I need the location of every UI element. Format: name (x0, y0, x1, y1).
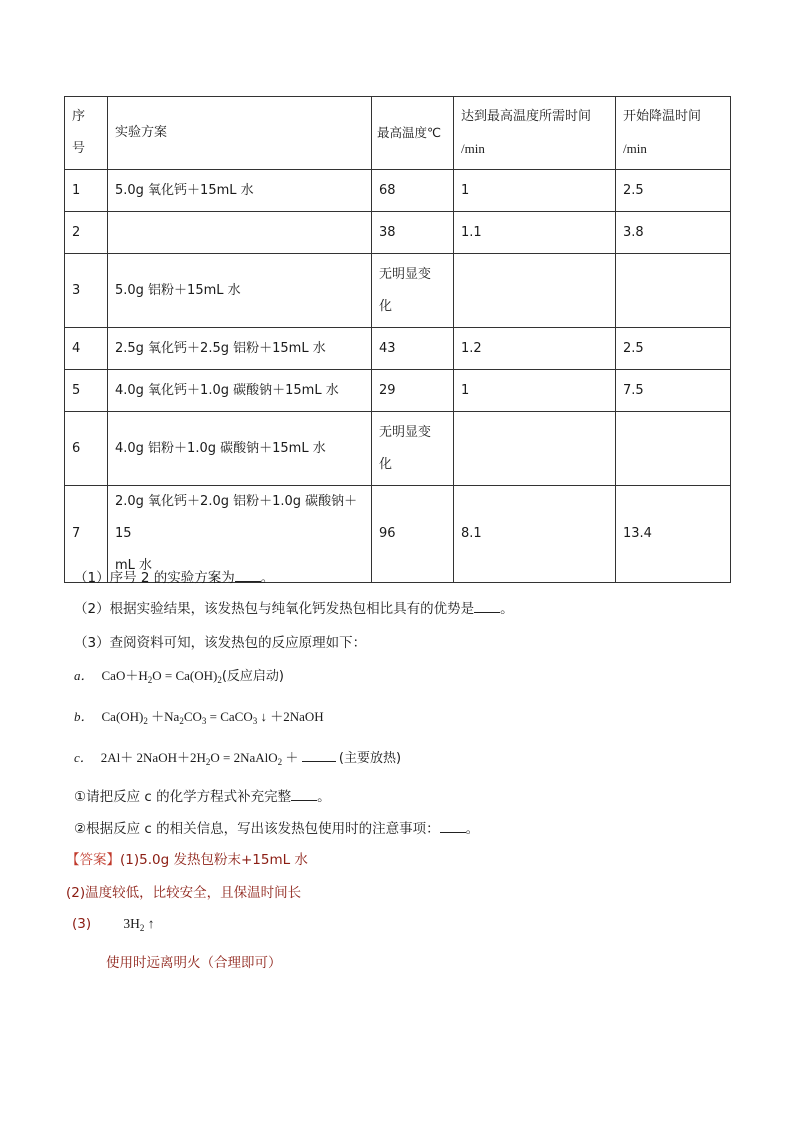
question-3: （3）查阅资料可知，该发热包的反应原理如下： (74, 635, 367, 651)
row-plan-line: 4.0g 氧化钙＋1.0g 碳酸钠＋15mL 水 (115, 382, 339, 398)
row-cooling-start: 2.5 (616, 170, 731, 212)
row-cooling-start: 2.5 (616, 328, 731, 370)
answer-3-label: (3) (72, 916, 92, 932)
question-1 (74, 566, 274, 586)
sub-question-2 (74, 817, 479, 837)
row-no: 7 (65, 486, 108, 583)
sub-question-2-end: 。 (465, 821, 480, 837)
row-max-temp-line: 43 (379, 340, 396, 356)
row-max-temp-line: 96 (379, 526, 396, 541)
row-max-temp (372, 254, 454, 328)
experiment-table (64, 96, 731, 583)
sub-question-1-end: 。 (317, 789, 331, 805)
question-2-blank[interactable] (474, 602, 500, 613)
row-plan-line: 5.0g 铝粉＋15mL 水 (115, 282, 241, 298)
equation-b: b． $Ca(OH)_2 +Na_2CO_3$ = CaCO$_3$ ↓ ＋2NaOH (74, 709, 324, 726)
row-cooling-start: 3.8 (616, 212, 731, 254)
header-no-line1: 序 (72, 109, 86, 124)
equation-a-label: a． (74, 668, 94, 683)
table-row (65, 412, 731, 486)
row-plan-line: 5.0g 氧化钙＋15mL 水 (115, 182, 254, 198)
header-time-to-max-line1: 达到最高温度所需时间 (461, 109, 592, 124)
row-max-temp-line: 68 (379, 182, 396, 198)
row-max-temp (372, 328, 454, 370)
sub-question-2-blank[interactable] (440, 822, 466, 833)
row-cooling-start (616, 412, 731, 486)
row-plan (108, 328, 372, 370)
row-cooling-start (616, 254, 731, 328)
table-header-row (65, 97, 731, 170)
equation-c-label: c． (74, 750, 93, 765)
row-max-temp-line: 化 (379, 298, 393, 314)
row-max-temp (372, 212, 454, 254)
row-time-to-max: 1.2 (454, 328, 616, 370)
header-no (65, 97, 108, 170)
row-time-to-max: 1.1 (454, 212, 616, 254)
equation-c-blank[interactable] (302, 751, 336, 762)
row-plan-line: 2.0g 氧化钙＋2.0g 铝粉＋1.0g 碳酸钠＋15 (115, 494, 358, 541)
question-1-blank[interactable] (235, 571, 261, 582)
header-time-to-max-unit: /min (461, 141, 485, 156)
row-max-temp-line: 化 (379, 456, 393, 472)
table-row (65, 212, 731, 254)
answer-1: (1)5.0g 发热包粉末+15mL 水 (120, 852, 308, 868)
question-2-end: 。 (500, 601, 514, 617)
table-row (65, 328, 731, 370)
equation-a: a． $CaO+H_2O = Ca(OH)_2$(反应启动) (74, 668, 284, 685)
row-plan-line: 2.5g 氧化钙＋2.5g 铝粉＋15mL 水 (115, 340, 326, 356)
row-no: 3 (65, 254, 108, 328)
row-no: 1 (65, 170, 108, 212)
row-plan (108, 254, 372, 328)
header-time-to-max (454, 97, 616, 170)
row-cooling-start: 13.4 (616, 486, 731, 583)
header-no-line2: 号 (72, 141, 86, 156)
header-max-temp: 最高温度℃ (372, 97, 454, 170)
row-no: 6 (65, 412, 108, 486)
equation-c-note: (主要放热) (338, 751, 402, 766)
answer-3-formula: 3H (123, 916, 140, 931)
question-2 (74, 597, 514, 617)
row-max-temp (372, 412, 454, 486)
row-plan (108, 170, 372, 212)
row-time-to-max: 1 (454, 170, 616, 212)
answer-3-note: 使用时远离明火（合理即可） (106, 955, 282, 971)
row-cooling-start: 7.5 (616, 370, 731, 412)
answer-2: (2)温度较低，比较安全，且保温时间长 (66, 885, 302, 901)
sub-question-2-text: ②根据反应 c 的相关信息，写出该发热包使用时的注意事项： (74, 821, 440, 837)
row-time-to-max: 1 (454, 370, 616, 412)
equation-b-label: b． (74, 709, 94, 724)
row-plan (108, 212, 372, 254)
sub-question-1 (74, 785, 331, 805)
answer-line-1 (66, 848, 308, 868)
header-plan: 实验方案 (108, 97, 372, 170)
row-max-temp-line: 29 (379, 382, 396, 398)
row-no: 2 (65, 212, 108, 254)
answer-3-arrow: ↑ (147, 916, 155, 931)
row-time-to-max (454, 412, 616, 486)
table-row (65, 170, 731, 212)
header-cooling-start (616, 97, 731, 170)
question-2-text: （2）根据实验结果，该发热包与纯氧化钙发热包相比具有的优势是 (74, 601, 475, 617)
row-plan-line: 4.0g 铝粉＋1.0g 碳酸钠＋15mL 水 (115, 440, 326, 456)
sub-question-1-blank[interactable] (291, 790, 317, 801)
row-max-temp (372, 486, 454, 583)
row-max-temp-line: 无明显变 (379, 424, 432, 440)
table-row (65, 370, 731, 412)
row-max-temp (372, 370, 454, 412)
equation-a-note: (反应启动) (221, 669, 284, 684)
answer-3: (3) $3H_2$ ↑ (72, 916, 155, 933)
table-row (65, 254, 731, 328)
header-cooling-start-unit: /min (623, 141, 647, 156)
sub-question-1-text: ①请把反应 c 的化学方程式补充完整 (74, 789, 292, 805)
row-plan-line: mL 水 (115, 558, 153, 573)
header-cooling-start-line1: 开始降温时间 (623, 109, 702, 124)
row-no: 4 (65, 328, 108, 370)
row-time-to-max: 8.1 (454, 486, 616, 583)
row-time-to-max (454, 254, 616, 328)
row-plan (108, 370, 372, 412)
equation-c: c． $2Al+ 2NaOH+2H_2O$ = 2NaAlO$_2$ ＋ (主要放热) (74, 750, 402, 767)
row-max-temp (372, 170, 454, 212)
row-no: 5 (65, 370, 108, 412)
row-plan (108, 412, 372, 486)
question-1-text: （1）序号 2 的实验方案为 (74, 570, 235, 586)
row-max-temp-line: 无明显变 (379, 266, 432, 282)
answer-tag: 【答案】 (66, 852, 120, 868)
row-max-temp-line: 38 (379, 224, 396, 240)
question-1-end: 。 (260, 570, 275, 586)
